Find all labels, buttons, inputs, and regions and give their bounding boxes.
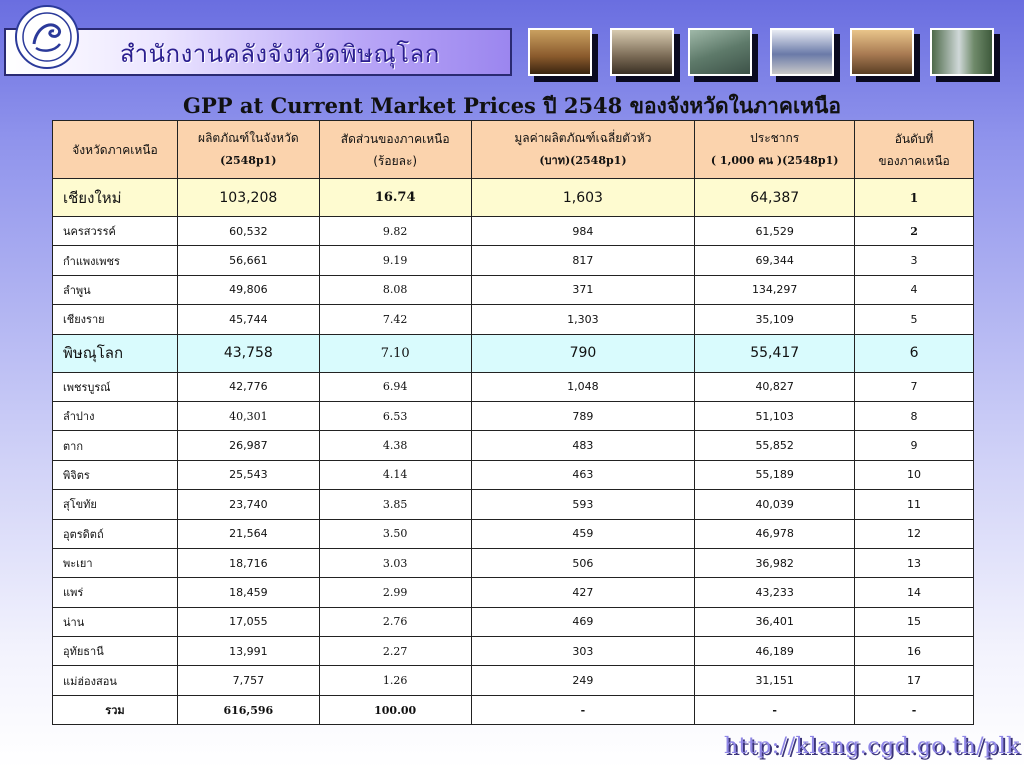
cell-population: 36,401 bbox=[695, 607, 855, 636]
cell-share: 8.08 bbox=[319, 275, 471, 304]
header-rank: อันดับที่ ของภาคเหนือ bbox=[855, 121, 974, 179]
cell-share: 3.85 bbox=[319, 490, 471, 519]
cell-per-capita: 593 bbox=[471, 490, 695, 519]
office-name: สำนักงานคลังจังหวัดพิษณุโลก bbox=[120, 40, 440, 68]
cell-gpp: 45,744 bbox=[177, 305, 319, 334]
table-row bbox=[53, 372, 974, 401]
cell-per-capita: 790 bbox=[471, 334, 695, 372]
cell-rank: 12 bbox=[855, 519, 974, 548]
cell-per-capita: 483 bbox=[471, 431, 695, 460]
cell-share: 6.94 bbox=[319, 372, 471, 401]
cell-population: 40,827 bbox=[695, 372, 855, 401]
cell-province: แม่ฮ่องสอน bbox=[53, 666, 178, 695]
cell-per-capita: 506 bbox=[471, 548, 695, 577]
cell-population: 51,103 bbox=[695, 401, 855, 430]
table-row bbox=[53, 637, 974, 666]
table-total-row bbox=[53, 695, 974, 724]
river-city-photo bbox=[688, 28, 752, 76]
table-row bbox=[53, 179, 974, 217]
cell-gpp: 56,661 bbox=[177, 246, 319, 275]
table-row bbox=[53, 334, 974, 372]
cell-per-capita: 469 bbox=[471, 607, 695, 636]
cell-per-capita: 371 bbox=[471, 275, 695, 304]
header-province: จังหวัดภาคเหนือ bbox=[53, 121, 178, 179]
cell-province: พิจิตร bbox=[53, 460, 178, 489]
table-row bbox=[53, 578, 974, 607]
table-row bbox=[53, 548, 974, 577]
table-row bbox=[53, 607, 974, 636]
cell-population: 35,109 bbox=[695, 305, 855, 334]
cell-rank: 1 bbox=[855, 179, 974, 217]
cell-rank: 3 bbox=[855, 246, 974, 275]
website-url[interactable]: http://klang.cgd.go.th/plk bbox=[723, 734, 1020, 759]
cell-population: 69,344 bbox=[695, 246, 855, 275]
page-title: GPP at Current Market Prices ปี 2548 ของจังหวัดในภาคเหนือ bbox=[183, 93, 841, 118]
cell-total-gpp: 616,596 bbox=[177, 695, 319, 724]
cell-rank: 6 bbox=[855, 334, 974, 372]
cell-rank: 15 bbox=[855, 607, 974, 636]
cell-population: 134,297 bbox=[695, 275, 855, 304]
cell-gpp: 103,208 bbox=[177, 179, 319, 217]
table-row bbox=[53, 305, 974, 334]
cell-province: พะเยา bbox=[53, 548, 178, 577]
cell-share: 2.99 bbox=[319, 578, 471, 607]
cell-population: 46,189 bbox=[695, 637, 855, 666]
cell-population: 43,233 bbox=[695, 578, 855, 607]
table-row bbox=[53, 217, 974, 246]
waterfall-photo bbox=[930, 28, 994, 76]
cell-total-label: รวม bbox=[53, 695, 178, 724]
cell-population: 64,387 bbox=[695, 179, 855, 217]
cell-population: 46,978 bbox=[695, 519, 855, 548]
cell-gpp: 25,543 bbox=[177, 460, 319, 489]
cell-province: ตาก bbox=[53, 431, 178, 460]
cell-gpp: 40,301 bbox=[177, 401, 319, 430]
cell-gpp: 21,564 bbox=[177, 519, 319, 548]
cell-rank: 9 bbox=[855, 431, 974, 460]
cell-rank: 17 bbox=[855, 666, 974, 695]
cell-per-capita: 303 bbox=[471, 637, 695, 666]
cell-rank: 8 bbox=[855, 401, 974, 430]
cell-province: พิษณุโลก bbox=[53, 334, 178, 372]
cell-rank: 13 bbox=[855, 548, 974, 577]
cell-rank: 14 bbox=[855, 578, 974, 607]
cell-share: 3.50 bbox=[319, 519, 471, 548]
cell-rank: 2 bbox=[855, 217, 974, 246]
cell-population: 40,039 bbox=[695, 490, 855, 519]
cell-per-capita: 459 bbox=[471, 519, 695, 548]
cell-total-population: - bbox=[695, 695, 855, 724]
cell-province: เชียงใหม่ bbox=[53, 179, 178, 217]
cell-province: น่าน bbox=[53, 607, 178, 636]
cell-per-capita: 1,048 bbox=[471, 372, 695, 401]
cell-gpp: 42,776 bbox=[177, 372, 319, 401]
header-gpp: ผลิตภัณฑ์ในจังหวัด (2548p1) bbox=[177, 121, 319, 179]
cell-province: ลำพูน bbox=[53, 275, 178, 304]
cell-province: เพชรบูรณ์ bbox=[53, 372, 178, 401]
cell-population: 31,151 bbox=[695, 666, 855, 695]
cell-rank: 10 bbox=[855, 460, 974, 489]
cell-share: 16.74 bbox=[319, 179, 471, 217]
cell-share: 9.82 bbox=[319, 217, 471, 246]
cell-gpp: 13,991 bbox=[177, 637, 319, 666]
landscape-sunset-photo bbox=[850, 28, 914, 76]
cell-share: 9.19 bbox=[319, 246, 471, 275]
cell-province: สุโขทัย bbox=[53, 490, 178, 519]
cell-per-capita: 789 bbox=[471, 401, 695, 430]
cell-population: 55,189 bbox=[695, 460, 855, 489]
cell-share: 6.53 bbox=[319, 401, 471, 430]
cell-province: อุทัยธานี bbox=[53, 637, 178, 666]
cell-gpp: 18,459 bbox=[177, 578, 319, 607]
header-share: สัดส่วนของภาคเหนือ (ร้อยละ) bbox=[319, 121, 471, 179]
cell-gpp: 18,716 bbox=[177, 548, 319, 577]
table-row bbox=[53, 490, 974, 519]
cell-per-capita: 249 bbox=[471, 666, 695, 695]
cell-total-per-capita: - bbox=[471, 695, 695, 724]
cell-total-rank: - bbox=[855, 695, 974, 724]
table-row bbox=[53, 519, 974, 548]
cell-per-capita: 463 bbox=[471, 460, 695, 489]
gpp-table bbox=[52, 120, 974, 725]
cell-province: นครสวรรค์ bbox=[53, 217, 178, 246]
cell-share: 7.10 bbox=[319, 334, 471, 372]
temple-buddha-photo bbox=[528, 28, 592, 76]
cell-gpp: 60,532 bbox=[177, 217, 319, 246]
treasury-logo-icon bbox=[14, 4, 80, 70]
cell-share: 2.76 bbox=[319, 607, 471, 636]
cell-gpp: 49,806 bbox=[177, 275, 319, 304]
cell-total-share: 100.00 bbox=[319, 695, 471, 724]
cell-rank: 16 bbox=[855, 637, 974, 666]
cell-province: เชียงราย bbox=[53, 305, 178, 334]
table-row bbox=[53, 431, 974, 460]
header-per-capita: มูลค่าผลิตภัณฑ์เฉลี่ยตัวหัว (บาท)(2548p1) bbox=[471, 121, 695, 179]
cell-province: แพร่ bbox=[53, 578, 178, 607]
table-header-row bbox=[53, 121, 974, 179]
cell-province: กำแพงเพชร bbox=[53, 246, 178, 275]
cell-rank: 4 bbox=[855, 275, 974, 304]
table-row bbox=[53, 460, 974, 489]
table-row bbox=[53, 275, 974, 304]
cell-rank: 5 bbox=[855, 305, 974, 334]
cell-population: 36,982 bbox=[695, 548, 855, 577]
cell-share: 7.42 bbox=[319, 305, 471, 334]
cell-province: อุตรดิตถ์ bbox=[53, 519, 178, 548]
table-row bbox=[53, 246, 974, 275]
cell-per-capita: 984 bbox=[471, 217, 695, 246]
cell-per-capita: 817 bbox=[471, 246, 695, 275]
cell-population: 61,529 bbox=[695, 217, 855, 246]
cell-gpp: 43,758 bbox=[177, 334, 319, 372]
cell-rank: 7 bbox=[855, 372, 974, 401]
cell-per-capita: 427 bbox=[471, 578, 695, 607]
table-row bbox=[53, 401, 974, 430]
cell-province: ลำปาง bbox=[53, 401, 178, 430]
cell-share: 4.38 bbox=[319, 431, 471, 460]
cell-share: 2.27 bbox=[319, 637, 471, 666]
cell-rank: 11 bbox=[855, 490, 974, 519]
temple-interior-photo bbox=[610, 28, 674, 76]
cell-gpp: 7,757 bbox=[177, 666, 319, 695]
table-row bbox=[53, 666, 974, 695]
cell-gpp: 17,055 bbox=[177, 607, 319, 636]
header-population: ประชากร ( 1,000 คน )(2548p1) bbox=[695, 121, 855, 179]
cell-gpp: 26,987 bbox=[177, 431, 319, 460]
cell-share: 3.03 bbox=[319, 548, 471, 577]
cell-gpp: 23,740 bbox=[177, 490, 319, 519]
cell-population: 55,852 bbox=[695, 431, 855, 460]
cell-per-capita: 1,303 bbox=[471, 305, 695, 334]
cell-share: 4.14 bbox=[319, 460, 471, 489]
signboard-photo bbox=[770, 28, 834, 76]
cell-population: 55,417 bbox=[695, 334, 855, 372]
cell-share: 1.26 bbox=[319, 666, 471, 695]
cell-per-capita: 1,603 bbox=[471, 179, 695, 217]
